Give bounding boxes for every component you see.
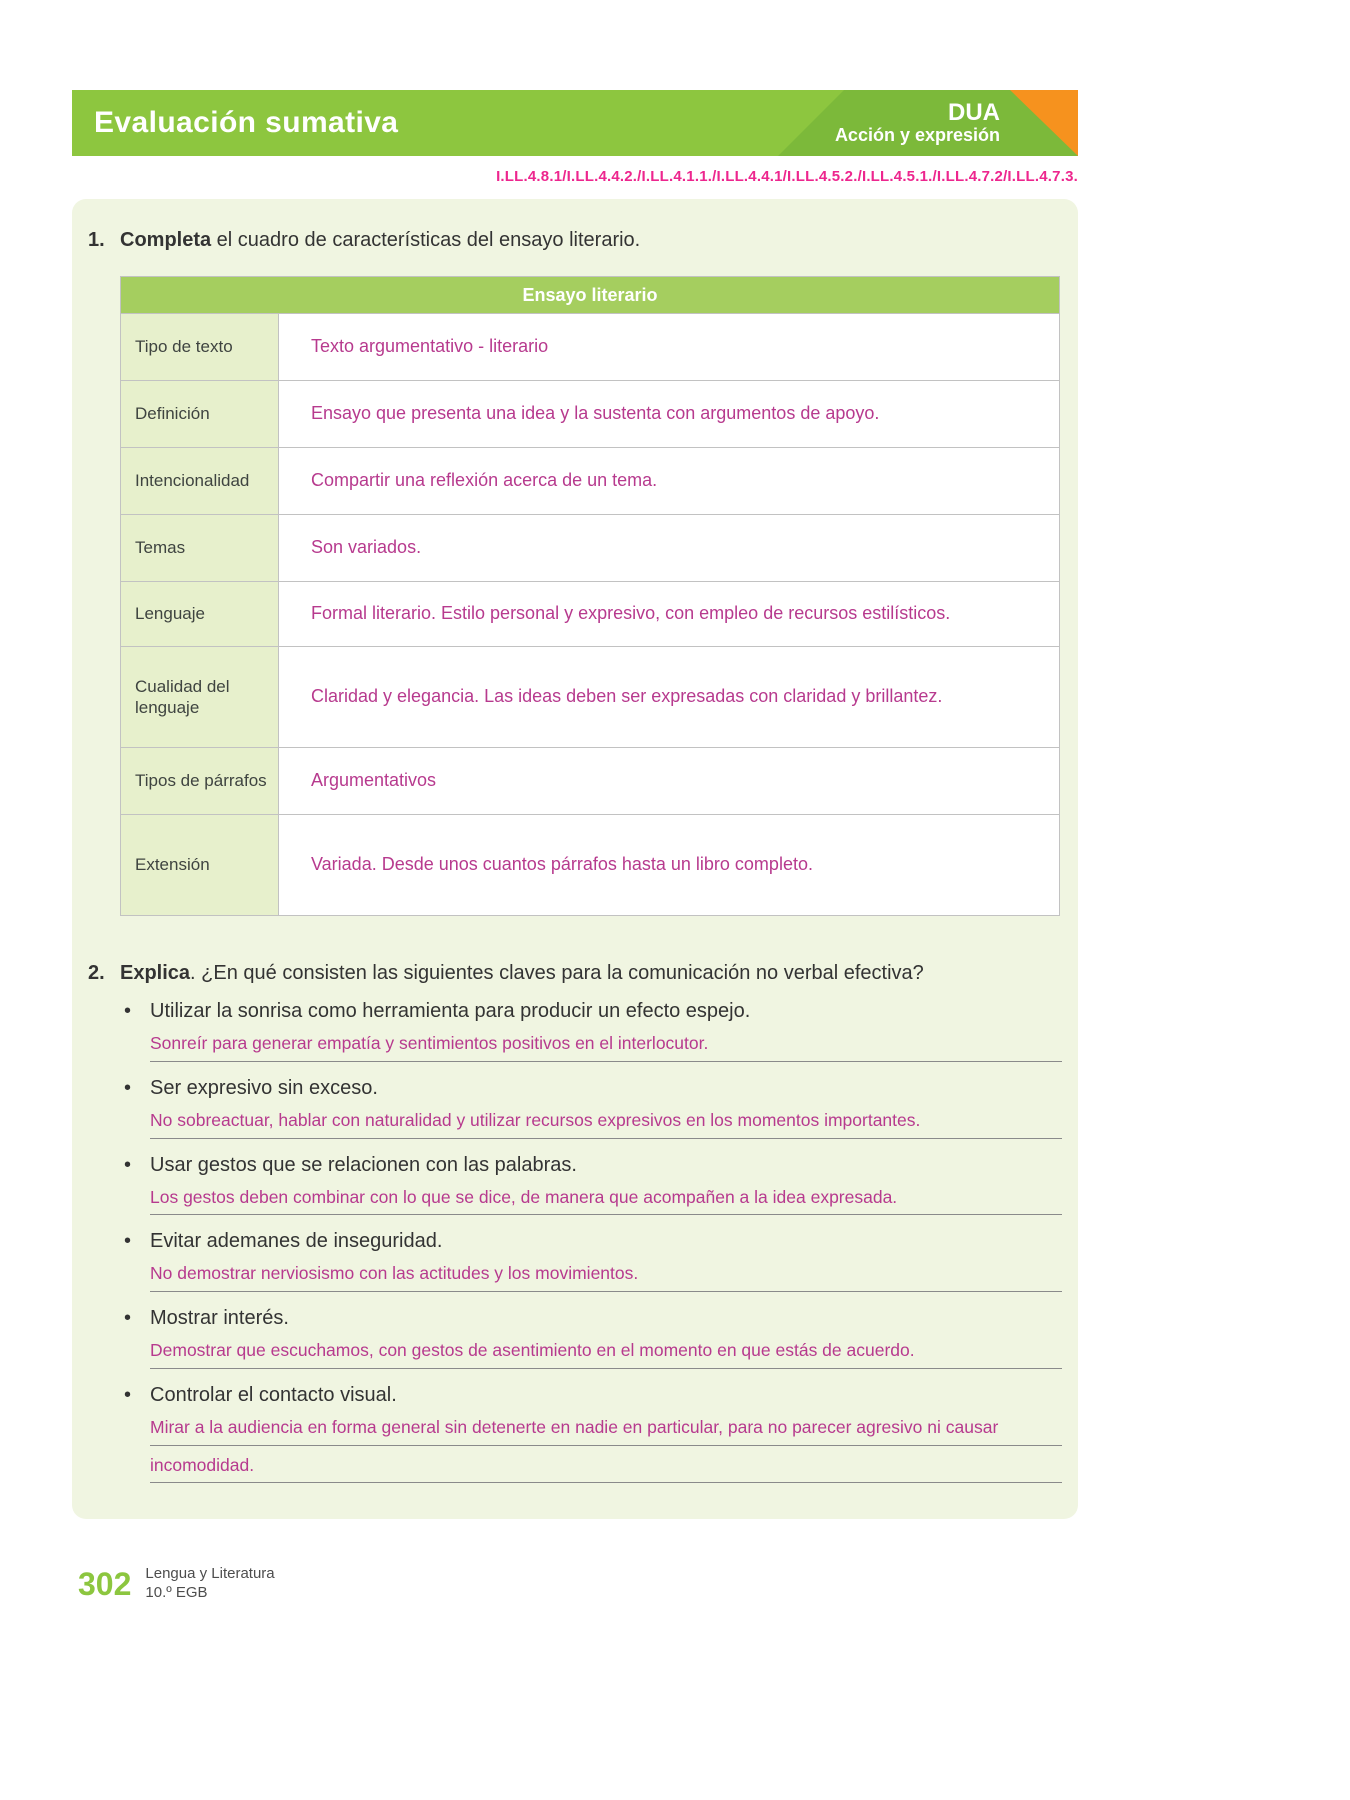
question-2-number: 2. [88,962,105,984]
footer-subject-line2: 10.º EGB [145,1584,208,1601]
item-prompt-text: Utilizar la sonrisa como herramienta para producir un efecto espejo. [150,1000,751,1022]
list-item [120,1306,1062,1369]
table-title: Ensayo literario [121,277,1059,313]
item-prompt [120,1229,1062,1254]
list-item [120,1076,1062,1139]
page-title: Evaluación sumativa [94,106,399,139]
row-value: Compartir una reflexión acerca de un tema. [311,470,658,491]
bullet-icon: • [124,1307,132,1329]
list-item [120,1383,1062,1484]
item-prompt-text: Controlar el contacto visual. [150,1383,397,1406]
table-row [121,447,1059,514]
table-row [121,814,1059,915]
header-banner [72,90,1078,156]
row-label: Tipo de texto [121,314,279,380]
question-2-heading [88,962,1062,985]
row-value: Son variados. [311,537,422,558]
page-content [72,90,1078,1603]
item-prompt-text: Mostrar interés. [150,1307,289,1329]
ensayo-literario-table [120,276,1060,916]
dua-badge [835,100,1000,146]
page-number: 302 [78,1565,132,1602]
item-prompt-text: Evitar ademanes de inseguridad. [150,1230,443,1253]
item-answer: Demostrar que escuchamos, con gestos de asentimiento en el momento en que estás de acuerdo. [150,1337,1062,1369]
list-item [120,1153,1062,1216]
bullet-icon: • [124,1153,132,1176]
dua-badge-title: DUA [948,98,1000,126]
table-row [121,646,1059,747]
table-row [121,380,1059,447]
item-prompt [120,1076,1062,1101]
row-label: Temas [121,515,279,581]
list-item [120,999,1062,1062]
question-2-items [120,999,1062,1483]
row-value: Texto argumentativo - literario [311,336,549,357]
item-answer: Sonreír para generar empatía y sentimientos positivos en el interlocutor. [150,1030,1062,1062]
item-answer-line-2: incomodidad. [150,1452,1062,1484]
item-prompt [120,1153,1062,1178]
row-label: Tipos de párrafos [121,748,279,814]
footer-subject [145,1565,274,1603]
item-prompt [120,1383,1062,1408]
row-label: Lenguaje [121,582,279,646]
table-row [121,581,1059,646]
bullet-icon: • [124,1000,132,1022]
item-answer: Los gestos deben combinar con lo que se dice, de manera que acompañen a la idea expresada. [150,1184,1062,1216]
question-1-heading [88,229,1062,252]
table-row [121,514,1059,581]
row-label: Intencionalidad [121,448,279,514]
row-label: Cualidad del lenguaje [121,647,279,747]
question-2-text: Explica. ¿En qué consisten las siguientes claves para la comunicación no verbal efectiva? [120,962,924,984]
row-value: Argumentativos [311,770,437,791]
question-1-number: 1. [88,229,105,251]
activity-panel [72,199,1078,1519]
standards-codes: I.LL.4.8.1/I.LL.4.4.2./I.LL.4.1.1./I.LL.4.4.1/I.LL.4.5.2./I.LL.4.5.1./I.LL.4.7.2/I.LL.4.7.3. [496,168,1078,185]
page-footer [78,1565,1078,1603]
table-row [121,313,1059,380]
bullet-icon: • [124,1383,132,1406]
list-item [120,1229,1062,1292]
bullet-icon: • [124,1230,132,1253]
item-prompt-text: Ser expresivo sin exceso. [150,1076,378,1099]
item-answer: No sobreactuar, hablar con naturalidad y utilizar recursos expresivos en los momentos importantes. [150,1107,1062,1139]
question-1-text: Completa el cuadro de características del ensayo literario. [120,229,641,251]
row-label: Extensión [121,815,279,915]
row-value: Ensayo que presenta una idea y la sustenta con argumentos de apoyo. [311,403,880,424]
dua-badge-subtitle: Acción y expresión [834,125,1000,146]
row-value: Claridad y elegancia. Las ideas deben ser expresadas con claridad y brillantez. [311,686,943,707]
row-value: Variada. Desde unos cuantos párrafos hasta un libro completo. [311,854,813,875]
bullet-icon: • [124,1076,132,1099]
table-row [121,747,1059,814]
item-answer: Mirar a la audiencia en forma general sin detenerte en nadie en particular, para no parecer agresivo ni causar [150,1414,1062,1446]
row-value: Formal literario. Estilo personal y expresivo, con empleo de recursos estilísticos. [311,603,951,624]
item-prompt-text: Usar gestos que se relacionen con las palabras. [150,1153,577,1176]
item-prompt [120,1306,1062,1331]
row-label: Definición [121,381,279,447]
footer-subject-line1: Lengua y Literatura [145,1565,275,1583]
item-answer: No demostrar nerviosismo con las actitudes y los movimientos. [150,1260,1062,1292]
item-prompt [120,999,1062,1024]
